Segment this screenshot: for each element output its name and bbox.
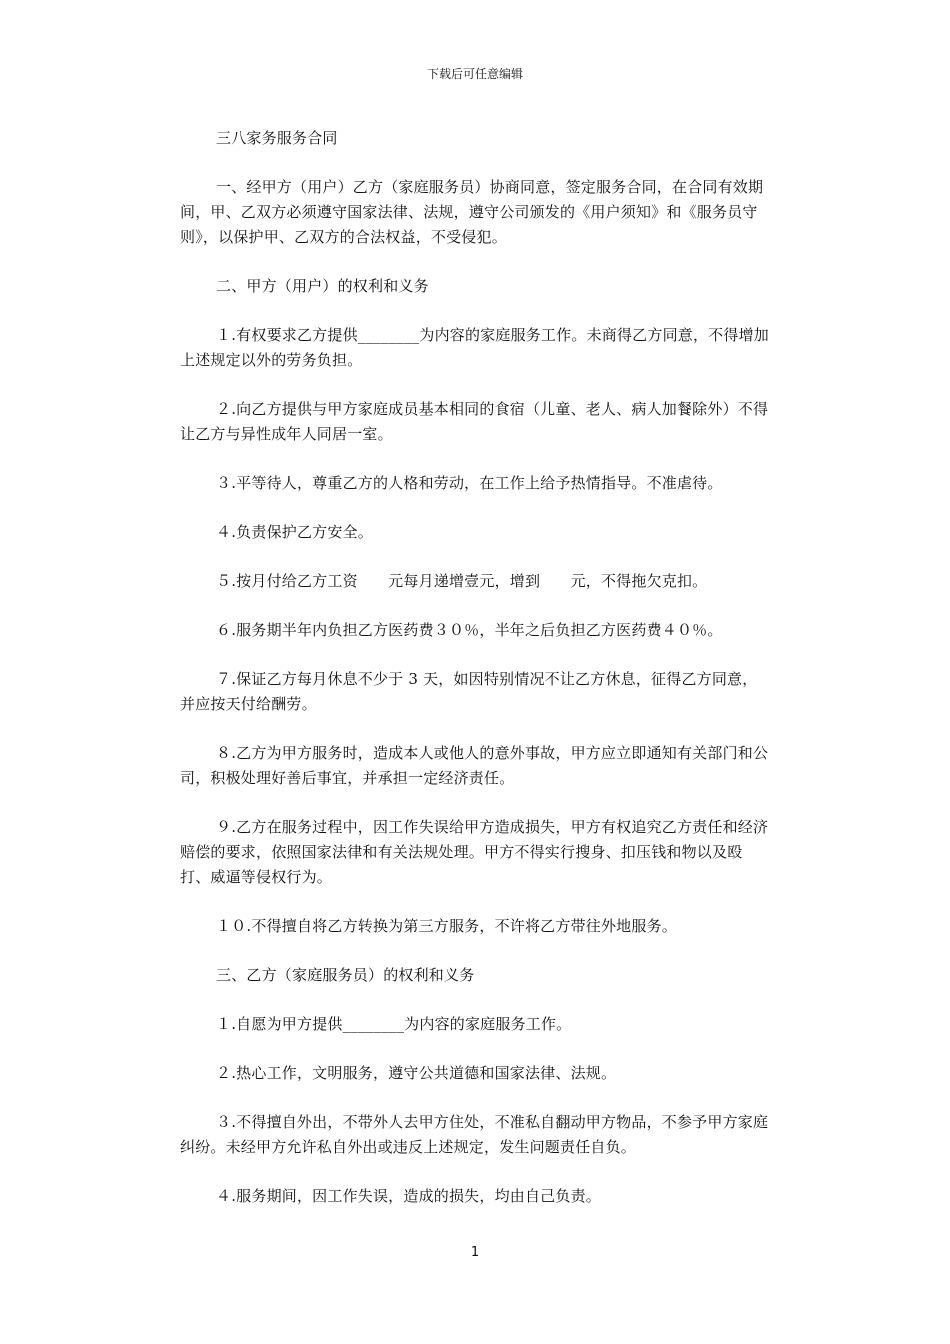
clause-2-8: ８.乙方为甲方服务时，造成本人或他人的意外事故，甲方应立即通知有关部门和公司，积极处理好善后事宜，并承担一定经济责任。 (180, 744, 769, 787)
clause-2-4: ４.负责保护乙方安全。 (216, 523, 373, 541)
clause-2-3: ３.平等待人，尊重乙方的人格和劳动，在工作上给予热情指导。不准虐待。 (216, 474, 723, 492)
page-header: 下载后可任意编辑 (426, 67, 523, 81)
section-1-paragraph: 一、经甲方（用户）乙方（家庭服务员）协商同意，签定服务合同，在合同有效期间，甲、乙双方必须遵守国家法律、法规，遵守公司颁发的《用户须知》和《服务员守则》，以保护甲、乙双方的合法权益，不受侵犯。 (180, 178, 764, 246)
section-2-heading: 二、甲方（用户）的权利和义务 (216, 277, 429, 295)
document-title: 三八家务服务合同 (216, 129, 338, 147)
clause-3-1: １.自愿为甲方提供________为内容的家庭服务工作。 (216, 1015, 572, 1033)
clause-3-2: ２.热心工作，文明服务，遵守公共道德和国家法律、法规。 (216, 1064, 617, 1082)
section-3-heading: 三、乙方（家庭服务员）的权利和义务 (216, 966, 475, 984)
clause-2-9: ９.乙方在服务过程中，因工作失误给甲方造成损失，甲方有权追究乙方责任和经济赔偿的要求，依照国家法律和有关法规处理。甲方不得实行搜身、扣压钱和物以及殴打、威逼等侵权行为。 (180, 818, 769, 886)
clause-3-4: ４.服务期间，因工作失误，造成的损失，均由自己负责。 (216, 1187, 601, 1205)
clause-2-6: ６.服务期半年内负担乙方医药费３０％，半年之后负担乙方医药费４０％。 (216, 621, 723, 639)
clause-2-1: １.有权要求乙方提供________为内容的家庭服务工作。未商得乙方同意，不得增加上述规定以外的劳务负担。 (180, 326, 769, 369)
page-number: 1 (470, 1245, 480, 1260)
clause-2-2: ２.向乙方提供与甲方家庭成员基本相同的食宿（儿童、老人、病人加餐除外）不得让乙方与异性成年人同居一室。 (180, 400, 769, 443)
clause-2-7: ７.保证乙方每月休息不少于 3 天，如因特别情况不让乙方休息，征得乙方同意，并应按天付给酬劳。 (180, 670, 758, 713)
document-body (180, 126, 772, 1233)
clause-2-10: １０.不得擅自将乙方转换为第三方服务，不许将乙方带往外地服务。 (216, 917, 677, 935)
clause-3-3: ３.不得擅自外出，不带外人去甲方住处，不准私自翻动甲方物品，不参予甲方家庭纠纷。未经甲方允许私自外出或违反上述规定，发生问题责任自负。 (180, 1113, 769, 1156)
clause-2-5: ５.按月付给乙方工资 元每月递增壹元，增到 元，不得拖欠克扣。 (216, 572, 708, 590)
